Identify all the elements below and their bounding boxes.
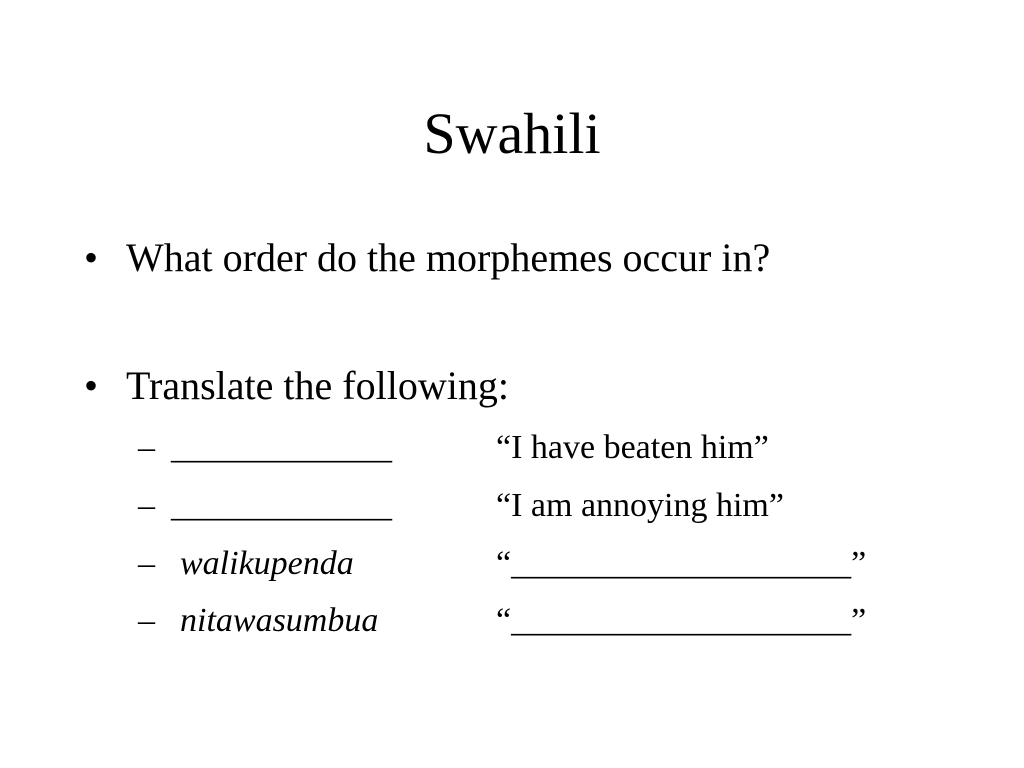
dash-marker: – [138,545,155,582]
slide-title: Swahili [423,101,601,166]
answer-blank: _____________ [171,487,392,524]
swahili-word: nitawasumbua [180,602,379,639]
swahili-word: walikupenda [180,545,354,582]
dash-marker: – [138,487,155,524]
english-gloss: “I am annoying him” [496,487,784,524]
bullet-item [84,362,509,410]
bullet-item [84,234,770,282]
bullet-marker: • [84,363,99,408]
answer-blank: _____________ [171,429,392,466]
bullet-marker: • [84,235,99,280]
translation-blank: “____________________” [496,545,867,582]
bullet-text: Translate the following: [126,363,509,408]
dash-marker: – [138,602,155,639]
translation-blank: “____________________” [496,602,867,639]
dash-marker: – [138,429,155,466]
bullet-text: What order do the morphemes occur in? [126,235,771,280]
english-gloss: “I have beaten him” [496,429,769,466]
